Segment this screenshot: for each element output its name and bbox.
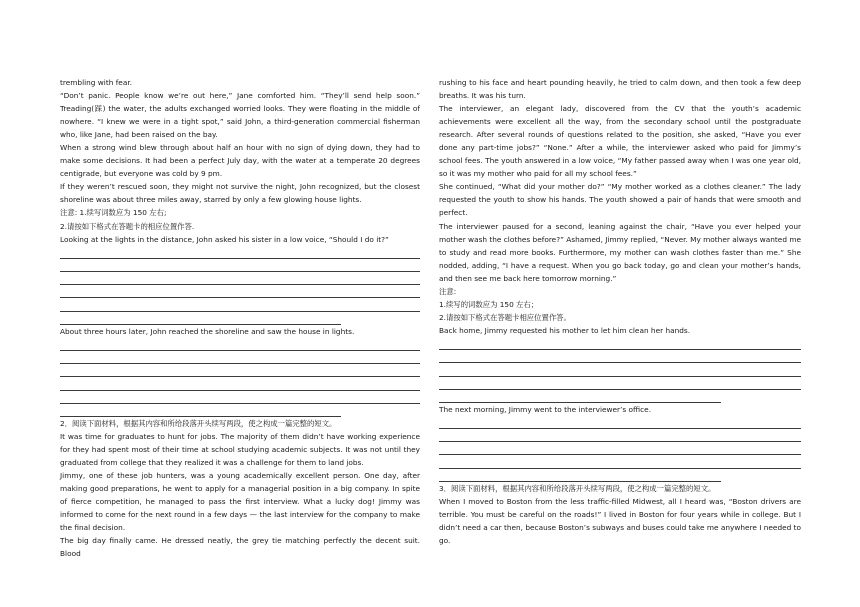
paragraph: When a strong wind blew through about half an hour with no sign of dying down, they had to make some decisions. It had been a perfect July day, with the water at a temperate 20 degrees centigrade, but everyone was cold by 9 pm. <box>60 143 420 179</box>
paragraph: The big day finally came. He dressed neatly, the grey tie matching perfectly the decent suit. Blood <box>60 536 420 559</box>
answer-line <box>60 391 420 404</box>
paragraph: rushing to his face and heart pounding heavily, he tried to calm down, and then took a few deep breaths. It was his turn. <box>439 78 801 101</box>
answer-line <box>439 469 721 482</box>
note-line: 注意: 1.续写词数应为 150 左右; <box>60 208 167 218</box>
answer-line <box>439 390 721 403</box>
answer-line <box>60 285 420 298</box>
left-column <box>60 76 420 560</box>
paragraph: The interviewer, an elegant lady, discovered from the CV that the youth’s academic achievements were excellent all the way, from the secondary school until the postgraduate research. After several rounds of questions related to the position, she asked, “Have you ever done any part-time jobs?” “None.” After a while, the interviewer asked who paid for Jimmy’s school fees. The youth answered in a low voice, “My father passed away when I was one year old, so it was my mother who paid for all my school fees.” <box>439 104 801 179</box>
answer-line <box>439 377 801 390</box>
continuation-prompt: The next morning, Jimmy went to the interviewer’s office. <box>439 404 652 414</box>
answer-lines <box>439 416 801 482</box>
answer-line <box>60 351 420 364</box>
answer-lines <box>439 337 801 403</box>
answer-line <box>60 298 420 311</box>
answer-line <box>60 259 420 272</box>
continuation-prompt: Back home, Jimmy requested his mother to let him clean her hands. <box>439 325 691 335</box>
answer-line <box>60 364 420 377</box>
question-title: 2．阅读下面材料，根据其内容和所给段落开头续写两段，使之构成一篇完整的短文。 <box>60 418 337 428</box>
continuation-prompt: Looking at the lights in the distance, John asked his sister in a low voice, “Should I do it?” <box>60 234 389 244</box>
answer-lines <box>60 246 420 325</box>
paragraph: Jimmy, one of these job hunters, was a young academically excellent person. One day, after making good preparations, he went to apply for a managerial position in a big company. In spite of fierce competition, he managed to pass the first interview. What a lucky dog! Jimmy was informed to come for the next round in a few days — the last interview for the company to make the final decision. <box>60 471 420 533</box>
paragraph: She continued, “What did your mother do?” “My mother worked as a clothes cleaner.” The lady requested the youth to show his hands. The youth showed a pair of hands that were smooth and perfect. <box>439 182 801 218</box>
paragraph: trembling with fear. <box>60 78 132 87</box>
answer-line <box>60 338 420 351</box>
continuation-prompt: About three hours later, John reached the shoreline and saw the house in lights. <box>60 326 355 336</box>
paragraph: If they weren’t rescued soon, they might not survive the night, John recognized, but the closest shoreline was about three miles away, starred by only a few glowing house lights. <box>60 182 420 205</box>
note-line: 注意: <box>439 286 457 296</box>
answer-line <box>60 404 341 417</box>
answer-line <box>60 272 420 285</box>
answer-line <box>439 363 801 376</box>
paragraph: When I moved to Boston from the less traffic-filled Midwest, all I heard was, “Boston drivers are terrible. You must be careful on the roads!” I lived in Boston for four years while in college. But I didn’t need a car then, because Boston’s subways and buses could take me anywhere I needed to go. <box>439 496 801 546</box>
paragraph: The interviewer paused for a second, leaning against the chair, “Have you ever helped your mother wash the clothes before?” Ashamed, Jimmy replied, “Never. My mother always wanted me to study and read more books. Furthermore, my mother can wash clothes faster than me.” She nodded, adding, “I have a request. When you go back today, go and clean your mother’s hands, and then see me back here tomorrow morning.” <box>439 221 801 283</box>
answer-line <box>439 416 801 429</box>
paragraph: It was time for graduates to hunt for jobs. The majority of them didn’t have working experience for they had spent most of their time at school studying academic subjects. It was not until they graduated from college that they realized it was a challenge for them to land jobs. <box>60 431 420 468</box>
question-title: 3．阅读下面材料，根据其内容和所给段落开头续写两段，使之构成一篇完整的短文。 <box>439 483 716 493</box>
answer-line <box>60 312 341 325</box>
answer-line <box>439 350 801 363</box>
answer-line <box>439 337 801 350</box>
note-line: 2.请按如下格式在答题卡的相应位置作答. <box>60 221 195 231</box>
answer-line <box>60 246 420 259</box>
answer-line <box>439 442 801 455</box>
right-column <box>439 76 801 547</box>
answer-line <box>439 455 801 468</box>
paragraph: “Don’t panic. People know we’re out here,” Jane comforted him. “They’ll send help soon.” Treading(踩) the water, the adults exchanged worried looks. They were floating in the middle of nowhere. “I knew we were in a tight spot,” said John, a third-generation commercial fisherman who, like Jane, had been raised on the bay. <box>60 91 420 140</box>
note-line: 2.请按如下格式在答题卡相应位置作答。 <box>439 312 571 322</box>
note-line: 1.续写的词数应为 150 左右； <box>439 299 539 309</box>
answer-line <box>60 377 420 390</box>
answer-lines <box>60 338 420 417</box>
answer-line <box>439 429 801 442</box>
